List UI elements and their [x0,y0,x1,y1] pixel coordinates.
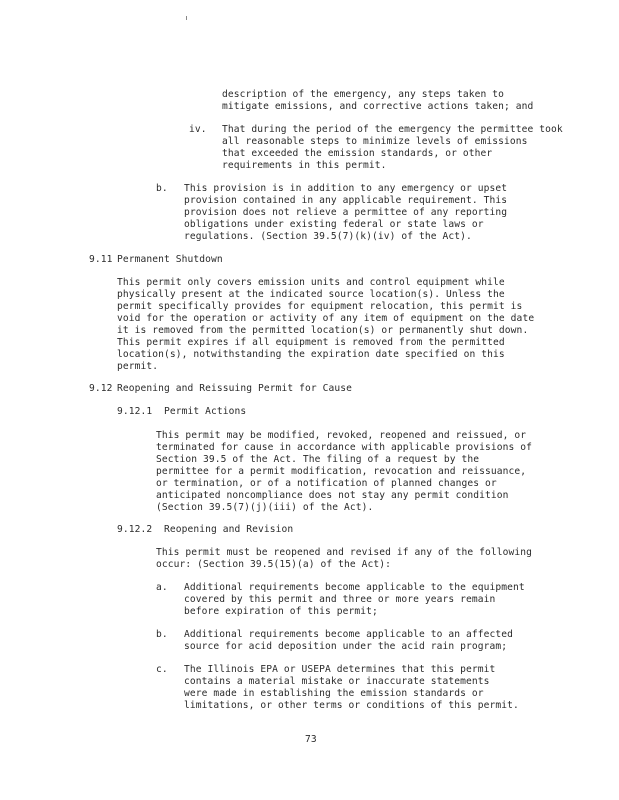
text-line: that exceeded the emission standards, or other [222,148,493,159]
text-line: This permit expires if all equipment is removed from the permitted [117,337,505,348]
scan-mark [186,16,187,20]
text-line: This provision is in addition to any emergency or upset [184,183,508,194]
text-line: covered by this permit and three or more years remain [184,594,496,605]
subsection-heading: 9.12.1 Permit Actions [117,406,247,417]
text-line: obligations under existing federal or state laws or [184,219,484,230]
text-line: permit. [117,361,159,372]
text-line: location(s), notwithstanding the expiration date specified on this [117,349,505,360]
list-marker: iv. [189,124,207,135]
section-number: 9.12 [89,383,113,394]
list-marker: a. [156,582,168,593]
list-marker: b. [156,629,168,640]
text-line: or termination, or of a notification of planned changes or [156,478,497,489]
text-line: This permit must be reopened and revised if any of the following [156,547,533,558]
section-heading: Permanent Shutdown [117,254,223,265]
text-line: were made in establishing the emission standards or [184,688,484,699]
text-line: That during the period of the emergency the permittee took [222,124,563,135]
text-line: occur: (Section 39.5(15)(a) of the Act): [156,559,392,570]
text-line: before expiration of this permit; [184,606,378,617]
list-marker: b. [156,183,168,194]
text-line: Additional requirements become applicable to the equipment [184,582,525,593]
section-number: 9.11 [89,254,113,265]
text-line: This permit only covers emission units and control equipment while [117,277,505,288]
text-line: permit specifically provides for equipment relocation, this permit is [117,301,523,312]
text-line: permittee for a permit modification, revocation and reissuance, [156,466,527,477]
section-heading: Reopening and Reissuing Permit for Cause [117,383,353,394]
text-line: The Illinois EPA or USEPA determines that this permit [184,664,496,675]
text-line: limitations, or other terms or conditions of this permit. [184,700,519,711]
text-line: anticipated noncompliance does not stay any permit condition [156,490,509,501]
text-line: Additional requirements become applicable to an affected [184,629,514,640]
text-line: description of the emergency, any steps taken to [222,89,505,100]
text-line: Section 39.5 of the Act. The filing of a request by the [156,454,480,465]
text-line: all reasonable steps to minimize levels of emissions [222,136,528,147]
text-line: physically present at the indicated source location(s). Unless the [117,289,505,300]
text-line: it is removed from the permitted location(s) or permanently shut down. [117,325,529,336]
text-line: void for the operation or activity of any item of equipment on the date [117,313,535,324]
text-line: provision contained in any applicable requirement. This [184,195,508,206]
subsection-heading: 9.12.2 Reopening and Revision [117,524,294,535]
text-line: (Section 39.5(7)(j)(iii) of the Act). [156,502,374,513]
text-line: regulations. (Section 39.5(7)(k)(iv) of the Act). [184,231,472,242]
text-line: This permit may be modified, revoked, reopened and reissued, or [156,430,527,441]
text-line: requirements in this permit. [222,160,387,171]
text-line: terminated for cause in accordance with applicable provisions of [156,442,533,453]
text-line: contains a material mistake or inaccurate statements [184,676,490,687]
text-line: provision does not relieve a permittee of any reporting [184,207,508,218]
list-marker: c. [156,664,168,675]
text-line: source for acid deposition under the acid rain program; [184,641,508,652]
text-line: mitigate emissions, and corrective actions taken; and [222,101,534,112]
page-number: 73 [305,734,317,745]
